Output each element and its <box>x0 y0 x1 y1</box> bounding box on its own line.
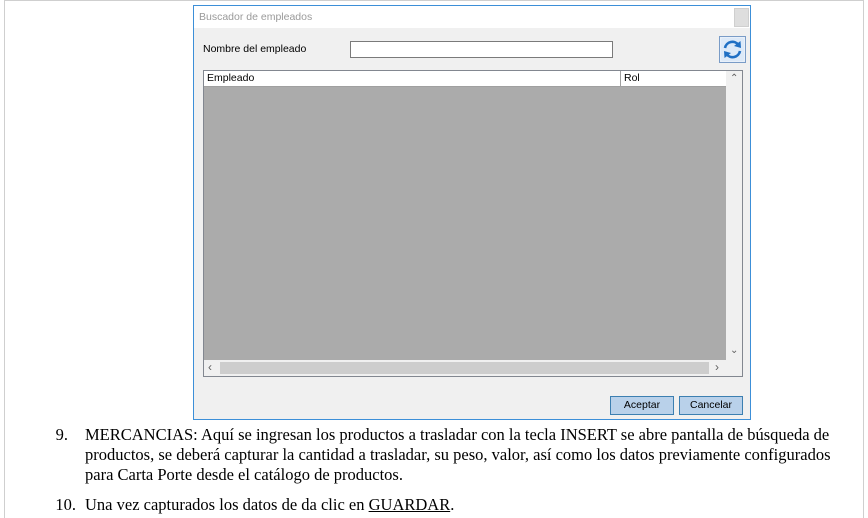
scroll-left-icon[interactable]: ‹ <box>208 360 212 374</box>
refresh-button[interactable] <box>719 36 746 63</box>
horizontal-scroll-thumb[interactable] <box>220 362 709 374</box>
accept-button[interactable]: Aceptar <box>610 396 674 415</box>
list-item-text <box>85 495 860 515</box>
grid-header <box>204 71 727 87</box>
list-item-text: MERCANCIAS: Aquí se ingresan los productos a trasladar con la tecla INSERT se abre pantalla de búsqueda de productos, se deberá capturar la cantidad a trasladar, su peso, valor, así como los datos previamente configurados para Carta Porte desde el catálogo de productos. <box>85 425 831 484</box>
scroll-up-icon[interactable]: ⌃ <box>730 73 739 84</box>
list-item-number: 9. <box>55 425 68 444</box>
cancel-button[interactable]: Cancelar <box>679 396 743 415</box>
dialog-titlebar <box>194 6 750 28</box>
employee-name-label: Nombre del empleado <box>203 43 307 55</box>
scroll-corner <box>726 360 742 376</box>
column-header-empleado[interactable]: Empleado <box>204 71 621 86</box>
column-header-rol[interactable]: Rol <box>624 72 640 84</box>
close-icon[interactable] <box>734 8 749 27</box>
refresh-icon <box>721 38 744 61</box>
employee-search-dialog <box>193 5 751 420</box>
vertical-scrollbar[interactable] <box>726 71 742 360</box>
dialog-title: Buscador de empleados <box>199 11 313 23</box>
list-item-number: 10. <box>55 495 76 514</box>
scroll-down-icon[interactable]: ⌄ <box>730 345 739 356</box>
guardar-link[interactable]: GUARDAR <box>368 495 451 514</box>
horizontal-scrollbar[interactable] <box>204 360 727 376</box>
list-item-text-part: Una vez capturados los datos de da clic en <box>85 495 369 514</box>
employee-name-input[interactable] <box>350 41 613 58</box>
list-item-text-part: . <box>450 495 455 514</box>
employee-grid[interactable] <box>203 70 743 377</box>
scroll-right-icon[interactable]: › <box>715 360 719 374</box>
